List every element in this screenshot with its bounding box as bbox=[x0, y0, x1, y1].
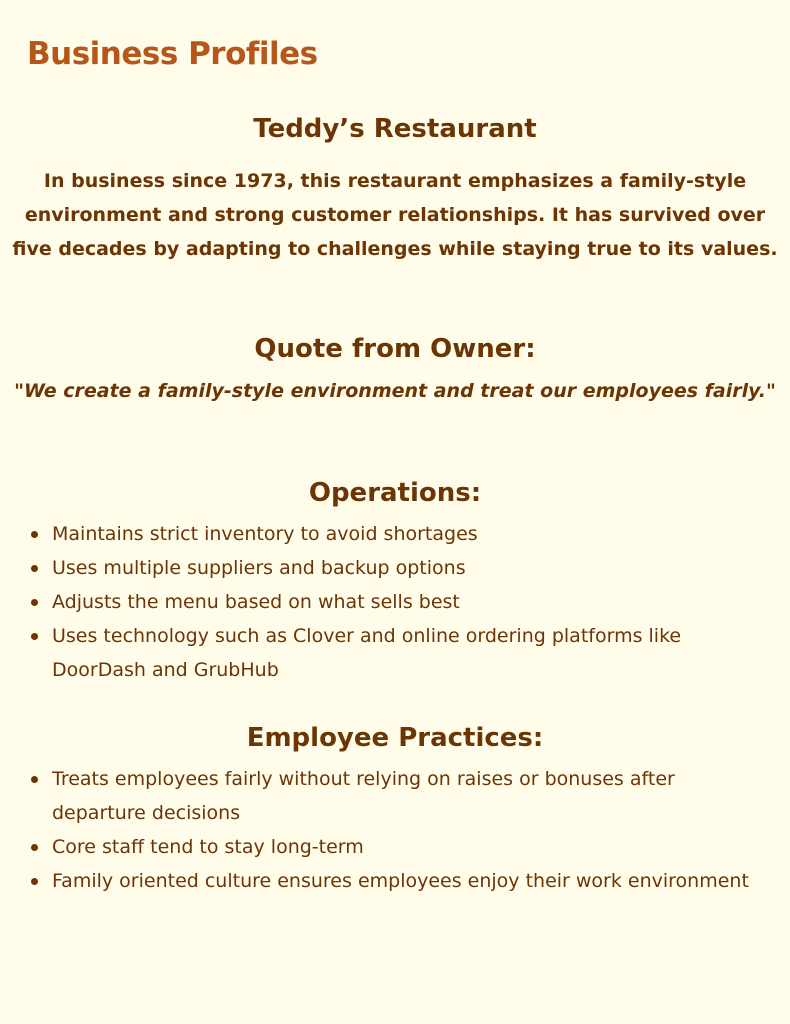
bullet-icon bbox=[31, 844, 38, 851]
operations-item-text: Adjusts the menu based on what sells best bbox=[52, 591, 460, 613]
quote-heading: Quote from Owner: bbox=[254, 334, 536, 364]
operations-item-text: Uses multiple suppliers and backup options bbox=[52, 557, 466, 579]
bullet-icon bbox=[31, 531, 38, 538]
list-item bbox=[52, 551, 772, 585]
bullet-icon bbox=[31, 878, 38, 885]
employee-practices-list bbox=[52, 762, 772, 898]
operations-item-text: Uses technology such as Clover and online ordering platforms like DoorDash and GrubHub bbox=[52, 625, 682, 681]
bullet-icon bbox=[31, 776, 38, 783]
bullet-icon bbox=[31, 599, 38, 606]
employee-practice-text: Core staff tend to stay long-term bbox=[52, 836, 364, 858]
owner-quote: "We create a family-style environment and treat our employees fairly." bbox=[14, 380, 776, 402]
bullet-icon bbox=[31, 565, 38, 572]
operations-list bbox=[52, 517, 772, 687]
employee-practice-text: Family oriented culture ensures employees enjoy their work environment bbox=[52, 870, 749, 892]
list-item bbox=[52, 864, 772, 898]
operations-heading: Operations: bbox=[308, 478, 482, 508]
list-item bbox=[52, 517, 772, 551]
employee-practices-heading: Employee Practices: bbox=[246, 723, 544, 753]
page-title: Business Profiles bbox=[27, 36, 318, 72]
list-item bbox=[52, 585, 772, 619]
list-item bbox=[52, 830, 772, 864]
employee-practice-text: Treats employees fairly without relying on raises or bonuses after departure decisions bbox=[52, 768, 675, 824]
operations-item-text: Maintains strict inventory to avoid shortages bbox=[52, 523, 478, 545]
list-item bbox=[52, 619, 772, 687]
business-name: Teddy’s Restaurant bbox=[253, 114, 537, 144]
bullet-icon bbox=[31, 633, 38, 640]
business-description: In business since 1973, this restaurant emphasizes a family-style environment and strong customer relationships. It has survived over five decades by adapting to challenges while staying true to its values. bbox=[12, 170, 778, 260]
list-item bbox=[52, 762, 772, 830]
